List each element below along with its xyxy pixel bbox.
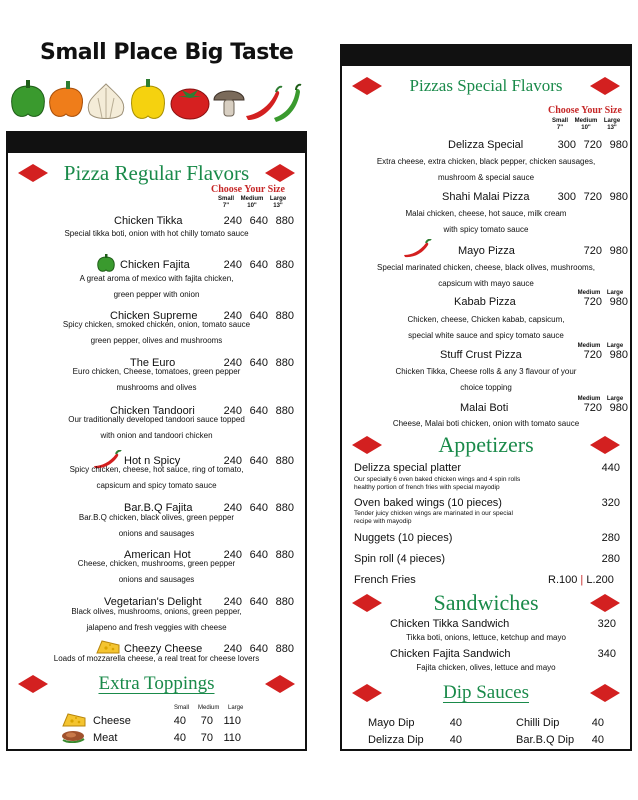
pizza-name: Chicken Fajita <box>120 259 190 271</box>
appetizer-name: Delizza special platter <box>354 462 461 474</box>
garlic-icon <box>88 84 124 119</box>
panel-header-bar <box>342 46 630 66</box>
green-pepper-icon <box>12 80 45 116</box>
appetizer-price: 440 <box>601 462 620 474</box>
tagline: Small Place Big Taste <box>40 40 294 65</box>
pizza-desc: Spicy chicken, cheese, hot sauce, ring of tomato, <box>69 465 244 474</box>
size-large-header: Large 13" <box>603 118 621 131</box>
price-medium: 720 <box>583 191 602 203</box>
price-medium: 640 <box>249 357 268 369</box>
size-large-header: Large <box>606 290 624 296</box>
price-large: 980 <box>609 245 628 257</box>
price-large: 980 <box>609 402 628 414</box>
pizza-name: American Hot <box>124 549 191 561</box>
topping-price-small: 40 <box>173 732 186 744</box>
size-small-header: Small 7" <box>551 118 568 131</box>
toppings-title: Extra Toppings <box>98 673 215 694</box>
price-small: 240 <box>223 643 242 655</box>
pizza-desc: with onion and tandoori chicken <box>100 431 213 440</box>
size-medium-header: Medium <box>577 290 601 296</box>
price-large: 880 <box>275 502 294 514</box>
appetizers-title: Appetizers <box>438 432 534 457</box>
dip-price: 40 <box>591 717 604 729</box>
pizza-desc: Our traditionally developed tandoori sauce topped <box>68 415 245 424</box>
choose-size-label: Choose Your Size <box>211 184 285 195</box>
diamond-right-icon <box>265 164 295 182</box>
price-small: 240 <box>223 215 242 227</box>
pizza-desc: Cheese, chicken, mushrooms, green pepper <box>77 559 236 568</box>
pizza-desc: special white sauce and spicy tomato sauce <box>408 331 564 340</box>
special-menu-panel <box>340 44 632 751</box>
appetizer-price: 280 <box>601 532 620 544</box>
sandwich-desc: Tikka boti, onions, lettuce, ketchup and mayo <box>406 633 566 642</box>
pizza-name: Vegetarian's Delight <box>104 596 202 608</box>
price-large: 980 <box>609 296 628 308</box>
price-large: 980 <box>609 139 628 151</box>
price-medium: 640 <box>249 596 268 608</box>
price-large: 880 <box>275 310 294 322</box>
diamond-right-icon <box>590 77 620 95</box>
sandwich-name: Chicken Tikka Sandwich <box>390 618 510 630</box>
sandwiches-section-header <box>342 588 630 618</box>
toppings-size-medium: Medium <box>198 705 220 711</box>
pizza-name: The Euro <box>130 357 176 369</box>
appetizer-desc: healthy portion of french fries with special mayodip <box>354 484 500 491</box>
pizza-desc: Chicken Tikka, Cheese rolls & any 3 flavour of your <box>395 367 577 376</box>
topping-price-large: 110 <box>223 715 241 727</box>
choose-size-label: Choose Your Size <box>548 105 622 116</box>
price-medium: 640 <box>249 455 268 467</box>
pizza-desc: Loads of mozzarella cheese, a real treat for cheese lovers <box>53 654 260 663</box>
orange-pepper-icon <box>50 81 83 116</box>
topping-price-medium: 70 <box>200 732 213 744</box>
dip-price: 40 <box>591 734 604 746</box>
topping-price-medium: 70 <box>200 715 213 727</box>
topping-name: Meat <box>93 732 118 744</box>
panel-header-bar <box>8 133 305 153</box>
price-medium: 640 <box>249 310 268 322</box>
price-medium: 640 <box>249 259 268 271</box>
price-small: 300 <box>557 191 576 203</box>
tomato-icon <box>171 89 209 119</box>
regular-menu-panel <box>6 131 307 751</box>
pizza-name: Mayo Pizza <box>458 245 515 257</box>
pizza-desc: Euro chicken, Cheese, tomatoes, green pepper <box>72 367 241 376</box>
pizza-desc: A great aroma of mexico with fajita chicken, <box>79 274 234 283</box>
sandwich-name: Chicken Fajita Sandwich <box>390 648 511 660</box>
diamond-right-icon <box>590 436 620 454</box>
dip-price: 40 <box>449 734 462 746</box>
dips-title: Dip Sauces <box>442 682 529 703</box>
pizza-name: Kabab Pizza <box>454 296 516 308</box>
price-small: 240 <box>223 357 242 369</box>
price-medium: 640 <box>249 549 268 561</box>
price-large: 880 <box>275 259 294 271</box>
pizza-desc: mushrooms and olives <box>116 383 197 392</box>
price-small: 240 <box>223 596 242 608</box>
pizza-name: Stuff Crust Pizza <box>440 349 522 361</box>
appetizers-section-header <box>342 430 630 460</box>
pizza-desc: jalapeno and fresh veggies with cheese <box>86 623 227 632</box>
diamond-right-icon <box>265 675 295 693</box>
diamond-right-icon <box>590 684 620 702</box>
pizza-name: Chicken Tikka <box>114 215 183 227</box>
pizza-desc: Special tikka boti, onion with hot chilly tomato sauce <box>64 229 249 238</box>
pizza-desc: green pepper with onion <box>113 290 200 299</box>
red-chili-icon <box>246 87 282 120</box>
pizza-desc: green pepper, olives and mushrooms <box>90 336 223 345</box>
dip-name: Chilli Dip <box>516 717 560 729</box>
price-medium: 720 <box>583 139 602 151</box>
topping-price-large: 110 <box>223 732 241 744</box>
price-medium: 720 <box>583 349 602 361</box>
price-medium: 640 <box>249 215 268 227</box>
price-large: 880 <box>275 549 294 561</box>
pizza-desc: onions and sausages <box>118 575 195 584</box>
pizza-desc: Chicken, cheese, Chicken kabab, capsicum, <box>407 315 565 324</box>
price-large: 880 <box>275 455 294 467</box>
diamond-right-icon <box>590 594 620 612</box>
price-medium: 720 <box>583 296 602 308</box>
pizza-desc: Malai chicken, cheese, hot sauce, milk cream <box>405 209 567 218</box>
sandwich-price: 340 <box>597 648 616 660</box>
topping-price-small: 40 <box>173 715 186 727</box>
price-small: 240 <box>223 405 242 417</box>
pizza-desc: Cheese, Malai boti chicken, onion with tomato sauce <box>392 419 580 428</box>
pizza-desc: capsicum with mayo sauce <box>438 279 534 288</box>
dip-name: Delizza Dip <box>368 734 424 746</box>
topping-name: Cheese <box>93 715 131 727</box>
dip-name: Mayo Dip <box>368 717 415 729</box>
size-small-header: Small 7" <box>217 196 234 209</box>
pizza-name: Malai Boti <box>460 402 509 414</box>
pizza-name: Bar.B.Q Fajita <box>124 502 193 514</box>
price-small: 240 <box>223 455 242 467</box>
dip-name: Bar.B.Q Dip <box>516 734 575 746</box>
sandwich-price: 320 <box>597 618 616 630</box>
special-section-header <box>342 71 630 101</box>
size-medium-header: Medium 10" <box>240 196 264 209</box>
meat-icon <box>60 727 86 743</box>
pizza-name: Shahi Malai Pizza <box>442 191 530 203</box>
toppings-section-header <box>8 669 305 699</box>
price-small: 240 <box>223 310 242 322</box>
size-medium-header: Medium <box>577 396 601 402</box>
appetizer-name: French Fries <box>354 574 416 586</box>
price-large: 880 <box>275 405 294 417</box>
size-large-header: Large <box>606 396 624 402</box>
price-large: 880 <box>275 643 294 655</box>
size-medium-header: Medium <box>577 343 601 349</box>
pizza-name: Chicken Tandoori <box>110 405 195 417</box>
yellow-pepper-icon <box>132 79 165 118</box>
price-medium: 640 <box>249 405 268 417</box>
fries-price: R.100 | L.200 <box>548 574 614 586</box>
price-large: 880 <box>275 215 294 227</box>
pizza-desc: mushroom & special sauce <box>437 173 535 182</box>
appetizer-desc: Our specially 6 oven baked chicken wings and 4 spin rolls <box>354 476 521 483</box>
toppings-size-large: Large <box>228 705 244 711</box>
price-small: 240 <box>223 502 242 514</box>
price-large: 980 <box>609 349 628 361</box>
price-small: 240 <box>223 259 242 271</box>
pizza-name: Chicken Supreme <box>110 310 198 322</box>
price-small: 240 <box>223 549 242 561</box>
size-large-header: Large <box>606 343 624 349</box>
pizza-desc: choice topping <box>460 383 512 392</box>
price-medium: 640 <box>249 643 268 655</box>
pizza-desc: Special marinated chicken, cheese, black olives, mushrooms, <box>377 263 595 272</box>
appetizer-name: Spin roll (4 pieces) <box>354 553 446 565</box>
pizza-desc: Spicy chicken, smoked chicken, onion, tomato sauce <box>62 320 251 329</box>
price-large: 880 <box>275 357 294 369</box>
price-small: 300 <box>557 139 576 151</box>
dips-section-header <box>342 678 630 708</box>
dip-price: 40 <box>449 717 462 729</box>
sandwiches-title: Sandwiches <box>433 590 539 615</box>
pizza-desc: Bar.B.Q chicken, black olives, green pepper <box>78 513 235 522</box>
price-medium: 720 <box>583 402 602 414</box>
pizza-desc: capsicum and spicy tomato sauce <box>96 481 217 490</box>
price-medium: 640 <box>249 502 268 514</box>
appetizer-price: 280 <box>601 553 620 565</box>
pizza-desc: onions and sausages <box>118 529 195 538</box>
size-large-header: Large 13" <box>269 196 287 209</box>
pizza-name: Hot n Spicy <box>124 455 181 467</box>
pizza-desc: Black olives, mushrooms, onions, green pepper, <box>71 607 242 616</box>
appetizer-name: Nuggets (10 pieces) <box>354 532 453 544</box>
pizza-desc: with spicy tomato sauce <box>443 225 529 234</box>
sandwich-desc: Fajita chicken, olives, lettuce and mayo <box>416 663 556 672</box>
vegetables-banner <box>6 78 306 122</box>
size-medium-header: Medium 10" <box>574 118 598 131</box>
pizza-desc: Extra cheese, extra chicken, black pepper, chicken sausages, <box>376 157 596 166</box>
pizza-name: Delizza Special <box>448 139 524 151</box>
pizza-name: Cheezy Cheese <box>124 643 203 655</box>
green-pepper-icon <box>96 253 116 273</box>
appetizer-desc: Tender juicy chicken wings are marinated in our special <box>354 510 513 517</box>
special-title: Pizzas Special Flavors <box>409 76 563 95</box>
price-large: 880 <box>275 596 294 608</box>
regular-title: Pizza Regular Flavors <box>63 161 250 185</box>
appetizer-name: Oven baked wings (10 pieces) <box>354 497 502 509</box>
appetizer-desc: recipe with mayodip <box>354 518 412 525</box>
green-chili-icon <box>274 85 301 122</box>
chili-peppers-icon <box>402 239 432 259</box>
appetizer-price: 320 <box>601 497 620 509</box>
mushroom-icon <box>214 91 244 116</box>
toppings-size-small: Small <box>174 705 190 711</box>
price-large: 980 <box>609 191 628 203</box>
price-medium: 720 <box>583 245 602 257</box>
